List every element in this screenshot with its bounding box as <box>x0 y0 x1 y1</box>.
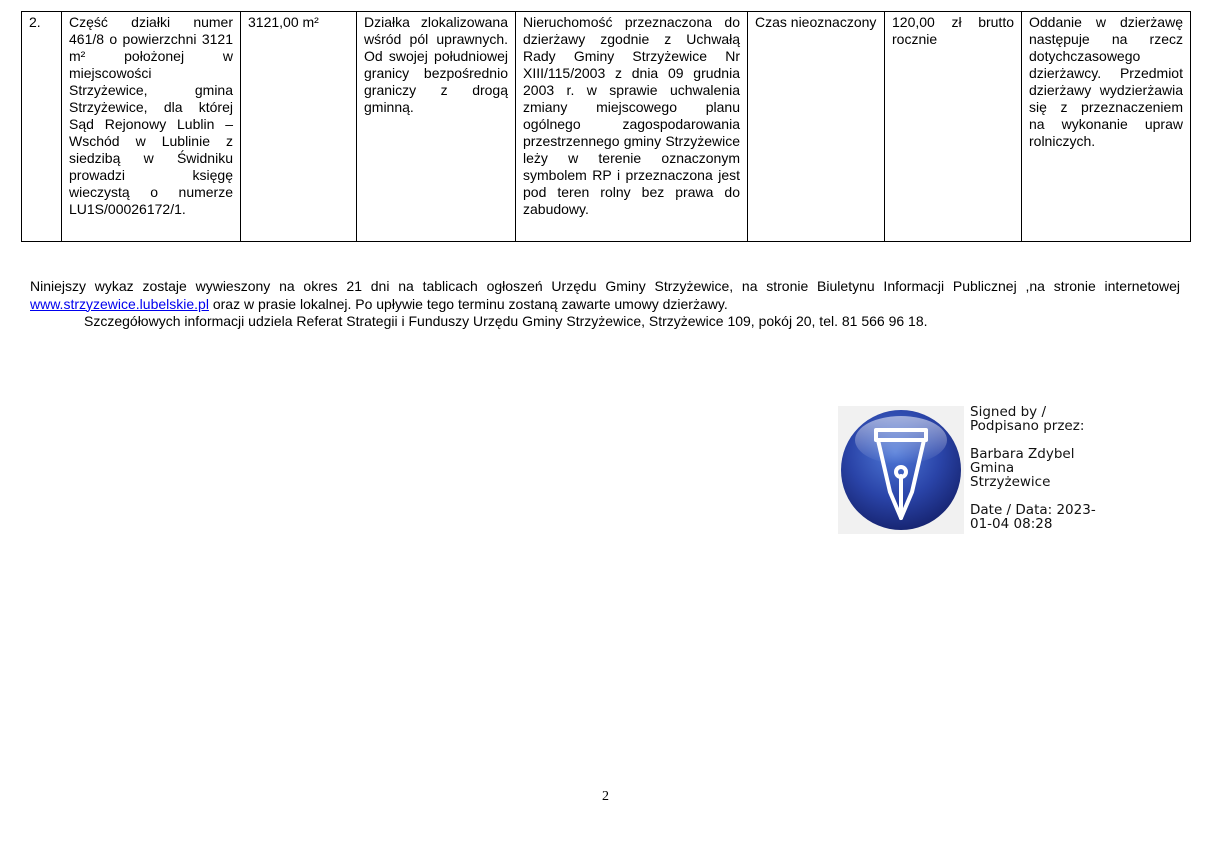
signer-org-line2: Strzyżewice <box>970 474 1051 490</box>
signer-name: Barbara Zdybel <box>970 446 1075 462</box>
lease-table <box>21 11 1191 242</box>
cell-location: Działka zlokalizowana wśród pól uprawnych. Od swojej południowej granicy bezpośrednio graniczy z drogą gminną. <box>357 12 516 242</box>
cell-period: Czas nieoznaczony <box>748 12 885 242</box>
page-number: 2 <box>602 789 609 804</box>
cell-purpose: Nieruchomość przeznaczona do dzierżawy zgodnie z Uchwałą Rady Gminy Strzyżewice Nr XIII/115/2003 z dnia 09 grudnia 2003 r. w sprawie uchwalenia zmiany miejscowego planu ogólnego zagospodarowania przestrzennego gminy Strzyżewice leży w terenie oznaczonym symbolem RP i przeznaczona jest pod teren rolny bez prawa do zabudowy. <box>516 12 748 242</box>
signature-date-line2: 01-04 08:28 <box>970 516 1053 532</box>
website-link[interactable]: www.strzyzewice.lubelskie.pl <box>30 295 209 312</box>
signature-block <box>970 405 1120 531</box>
info-paragraph: Szczegółowych informacji udziela Referat Strategii i Funduszy Urzędu Gminy Strzyżewice, Strzyżewice 109, pokój 20, tel. 81 566 96 18. <box>84 313 928 329</box>
notice-paragraph <box>30 278 1180 313</box>
cell-terms: Oddanie w dzierżawę następuje na rzecz dotychczasowego dzierżawcy. Przedmiot dzierżawy wydzierżawia się z przeznaczeniem na wykonanie upraw rolniczych. <box>1022 12 1191 242</box>
pen-nib-icon <box>838 406 964 534</box>
signature-date-line1: Date / Data: 2023- <box>970 502 1096 518</box>
cell-rent: 120,00 zł brutto rocznie <box>885 12 1022 242</box>
notice-text-part2: oraz w prasie lokalnej. Po upływie tego terminu zostaną zawarte umowy dzierżawy. <box>208 295 728 312</box>
cell-description: Część działki numer 461/8 o powierzchni 3121 m² położonej w miejscowości Strzyżewice, gmina Strzyżewice, dla której Sąd Rejonowy Lublin – Wschód w Lublinie z siedzibą w Świdniku prowadzi księgę wieczystą o numerze LU1S/00026172/1. <box>62 12 241 242</box>
signed-by-label-pl: Podpisano przez: <box>970 418 1085 434</box>
cell-lp: 2. <box>22 12 62 242</box>
signed-by-label: Signed by / <box>970 404 1047 420</box>
signer-org-line1: Gmina <box>970 460 1015 476</box>
table-row <box>22 12 1191 242</box>
cell-area: 3121,00 m² <box>241 12 357 242</box>
lease-table-container <box>21 11 1191 242</box>
notice-text-part1: Niniejszy wykaz zostaje wywieszony na okres 21 dni na tablicach ogłoszeń Urzędu Gminy Strzyżewice, na stronie Biuletynu Informacji Publicznej ,na stronie internetowej <box>30 278 1180 294</box>
